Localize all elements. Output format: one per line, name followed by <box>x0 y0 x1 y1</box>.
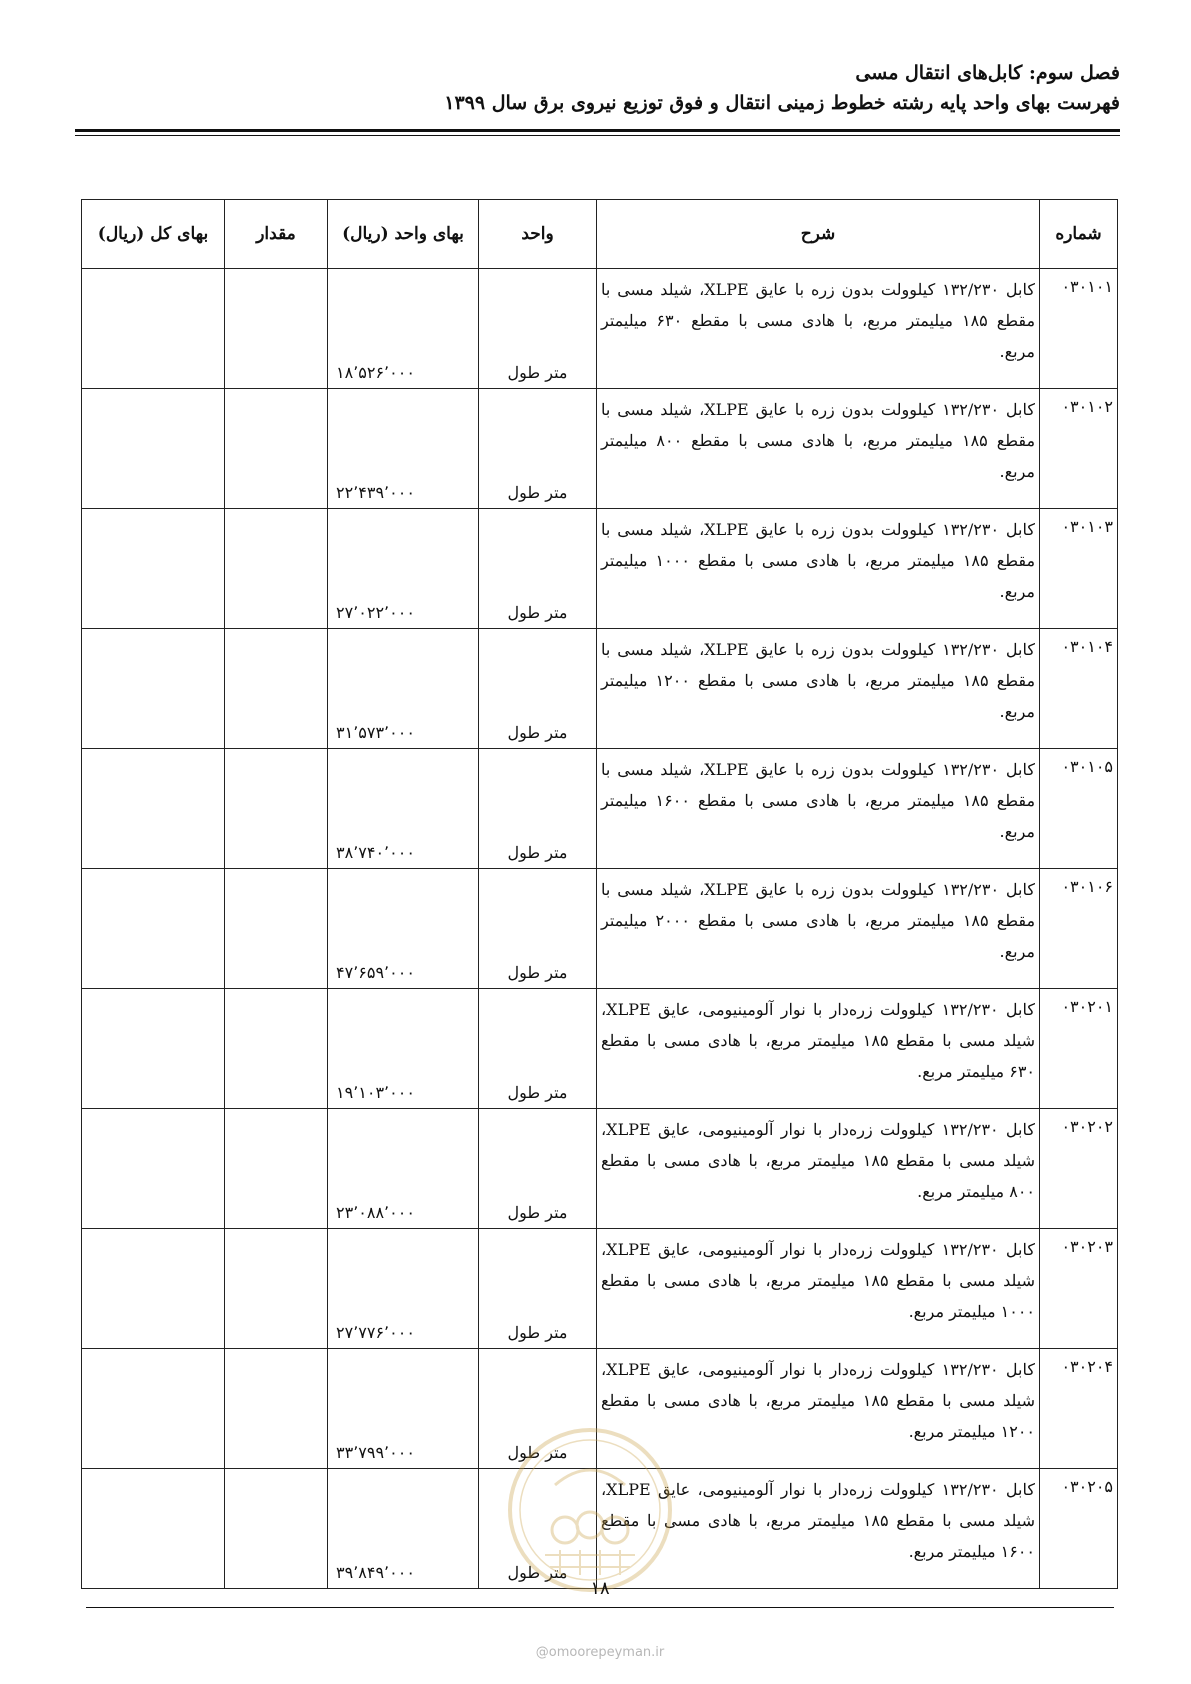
row-quantity <box>225 629 328 749</box>
row-description: کابل ۱۳۲/۲۳۰ کیلوولت زره‌دار با نوار آلومینیومی، عایق XLPE، شیلد مسی با مقطع ۱۸۵ میلیمتر مربع، با هادی مسی با مقطع ۱۰۰۰ میلیمتر مربع. <box>597 1229 1040 1349</box>
row-unit: متر طول <box>479 389 597 509</box>
row-unit-price: ۳۸٬۷۴۰٬۰۰۰ <box>328 749 479 869</box>
row-unit-price: ۱۹٬۱۰۳٬۰۰۰ <box>328 989 479 1109</box>
row-description: کابل ۱۳۲/۲۳۰ کیلوولت زره‌دار با نوار آلومینیومی، عایق XLPE، شیلد مسی با مقطع ۱۸۵ میلیمتر مربع، با هادی مسی با مقطع ۱۲۰۰ میلیمتر مربع. <box>597 1349 1040 1469</box>
row-total-price <box>82 989 225 1109</box>
row-total-price <box>82 749 225 869</box>
row-unit-price: ۲۲٬۴۳۹٬۰۰۰ <box>328 389 479 509</box>
page-header <box>78 58 1120 118</box>
row-unit: متر طول <box>479 629 597 749</box>
header-code: شماره <box>1040 200 1118 269</box>
watermark-url: @omoorepeyman.ir <box>535 1645 665 1660</box>
row-total-price <box>82 1109 225 1229</box>
row-unit-price: ۳۳٬۷۹۹٬۰۰۰ <box>328 1349 479 1469</box>
row-unit: متر طول <box>479 269 597 389</box>
row-unit-price: ۲۳٬۰۸۸٬۰۰۰ <box>328 1109 479 1229</box>
row-unit-price: ۳۱٬۵۷۳٬۰۰۰ <box>328 629 479 749</box>
row-description: کابل ۱۳۲/۲۳۰ کیلوولت بدون زره با عایق XLPE، شیلد مسی با مقطع ۱۸۵ میلیمتر مربع، با هادی مسی با مقطع ۶۳۰ میلیمتر مربع. <box>597 269 1040 389</box>
row-unit-price: ۲۷٬۰۲۲٬۰۰۰ <box>328 509 479 629</box>
header-rule-thin <box>75 135 1120 136</box>
table-row <box>82 269 1118 389</box>
row-unit-price: ۲۷٬۷۷۶٬۰۰۰ <box>328 1229 479 1349</box>
header-rule-thick <box>75 129 1120 132</box>
row-unit: متر طول <box>479 749 597 869</box>
row-quantity <box>225 269 328 389</box>
row-unit-price: ۴۷٬۶۵۹٬۰۰۰ <box>328 869 479 989</box>
table-header-row <box>82 200 1118 269</box>
chapter-title: فصل سوم: کابل‌های انتقال مسی <box>855 62 1120 84</box>
row-description: کابل ۱۳۲/۲۳۰ کیلوولت زره‌دار با نوار آلومینیومی، عایق XLPE، شیلد مسی با مقطع ۱۸۵ میلیمتر مربع، با هادی مسی با مقطع ۶۳۰ میلیمتر مربع. <box>597 989 1040 1109</box>
row-quantity <box>225 389 328 509</box>
row-quantity <box>225 1229 328 1349</box>
row-total-price <box>82 269 225 389</box>
table-body <box>82 269 1118 1589</box>
document-subtitle: فهرست بهای واحد پایه رشته خطوط زمینی انتقال و فوق توزیع نیروی برق سال ۱۳۹۹ <box>444 92 1120 114</box>
header-quantity: مقدار <box>225 200 328 269</box>
row-quantity <box>225 509 328 629</box>
row-total-price <box>82 509 225 629</box>
table-row <box>82 749 1118 869</box>
row-code: ۰۳۰۲۰۳ <box>1040 1229 1118 1349</box>
row-quantity <box>225 869 328 989</box>
table-row <box>82 389 1118 509</box>
table-row <box>82 869 1118 989</box>
row-code: ۰۳۰۱۰۳ <box>1040 509 1118 629</box>
row-unit-price: ۱۸٬۵۲۶٬۰۰۰ <box>328 269 479 389</box>
row-quantity <box>225 749 328 869</box>
header-total-price: بهای کل (ریال) <box>82 200 225 269</box>
header-unit-price: بهای واحد (ریال) <box>328 200 479 269</box>
row-code: ۰۳۰۲۰۴ <box>1040 1349 1118 1469</box>
row-unit: متر طول <box>479 989 597 1109</box>
header-description: شرح <box>597 200 1040 269</box>
row-quantity <box>225 1109 328 1229</box>
row-quantity <box>225 989 328 1109</box>
row-code: ۰۳۰۲۰۱ <box>1040 989 1118 1109</box>
row-description: کابل ۱۳۲/۲۳۰ کیلوولت بدون زره با عایق XLPE، شیلد مسی با مقطع ۱۸۵ میلیمتر مربع، با هادی مسی با مقطع ۸۰۰ میلیمتر مربع. <box>597 389 1040 509</box>
table-row <box>82 509 1118 629</box>
row-quantity <box>225 1469 328 1589</box>
table-row <box>82 629 1118 749</box>
footer-rule <box>86 1607 1114 1608</box>
row-unit-price: ۳۹٬۸۴۹٬۰۰۰ <box>328 1469 479 1589</box>
row-description: کابل ۱۳۲/۲۳۰ کیلوولت بدون زره با عایق XLPE، شیلد مسی با مقطع ۱۸۵ میلیمتر مربع، با هادی مسی با مقطع ۱۰۰۰ میلیمتر مربع. <box>597 509 1040 629</box>
row-code: ۰۳۰۱۰۲ <box>1040 389 1118 509</box>
row-description: کابل ۱۳۲/۲۳۰ کیلوولت زره‌دار با نوار آلومینیومی، عایق XLPE، شیلد مسی با مقطع ۱۸۵ میلیمتر مربع، با هادی مسی با مقطع ۸۰۰ میلیمتر مربع. <box>597 1109 1040 1229</box>
row-description: کابل ۱۳۲/۲۳۰ کیلوولت بدون زره با عایق XLPE، شیلد مسی با مقطع ۱۸۵ میلیمتر مربع، با هادی مسی با مقطع ۲۰۰۰ میلیمتر مربع. <box>597 869 1040 989</box>
price-table <box>81 199 1118 1589</box>
row-quantity <box>225 1349 328 1469</box>
row-unit: متر طول <box>479 509 597 629</box>
row-code: ۰۳۰۲۰۵ <box>1040 1469 1118 1589</box>
row-code: ۰۳۰۱۰۱ <box>1040 269 1118 389</box>
row-code: ۰۳۰۱۰۵ <box>1040 749 1118 869</box>
row-description: کابل ۱۳۲/۲۳۰ کیلوولت زره‌دار با نوار آلومینیومی، عایق XLPE، شیلد مسی با مقطع ۱۸۵ میلیمتر مربع، با هادی مسی با مقطع ۱۶۰۰ میلیمتر مربع. <box>597 1469 1040 1589</box>
row-code: ۰۳۰۱۰۶ <box>1040 869 1118 989</box>
row-total-price <box>82 389 225 509</box>
row-total-price <box>82 629 225 749</box>
header-unit: واحد <box>479 200 597 269</box>
row-unit: متر طول <box>479 1349 597 1469</box>
row-total-price <box>82 1229 225 1349</box>
row-description: کابل ۱۳۲/۲۳۰ کیلوولت بدون زره با عایق XLPE، شیلد مسی با مقطع ۱۸۵ میلیمتر مربع، با هادی مسی با مقطع ۱۲۰۰ میلیمتر مربع. <box>597 629 1040 749</box>
row-unit: متر طول <box>479 1469 597 1589</box>
row-code: ۰۳۰۲۰۲ <box>1040 1109 1118 1229</box>
row-unit: متر طول <box>479 1229 597 1349</box>
row-total-price <box>82 1349 225 1469</box>
row-description: کابل ۱۳۲/۲۳۰ کیلوولت بدون زره با عایق XLPE، شیلد مسی با مقطع ۱۸۵ میلیمتر مربع، با هادی مسی با مقطع ۱۶۰۰ میلیمتر مربع. <box>597 749 1040 869</box>
page-number: ۱۸ <box>590 1578 610 1599</box>
row-unit: متر طول <box>479 1109 597 1229</box>
row-total-price <box>82 869 225 989</box>
table-row <box>82 1229 1118 1349</box>
row-total-price <box>82 1469 225 1589</box>
table-row <box>82 989 1118 1109</box>
table-row <box>82 1109 1118 1229</box>
row-code: ۰۳۰۱۰۴ <box>1040 629 1118 749</box>
row-unit: متر طول <box>479 869 597 989</box>
watermark-logo <box>505 1425 675 1595</box>
